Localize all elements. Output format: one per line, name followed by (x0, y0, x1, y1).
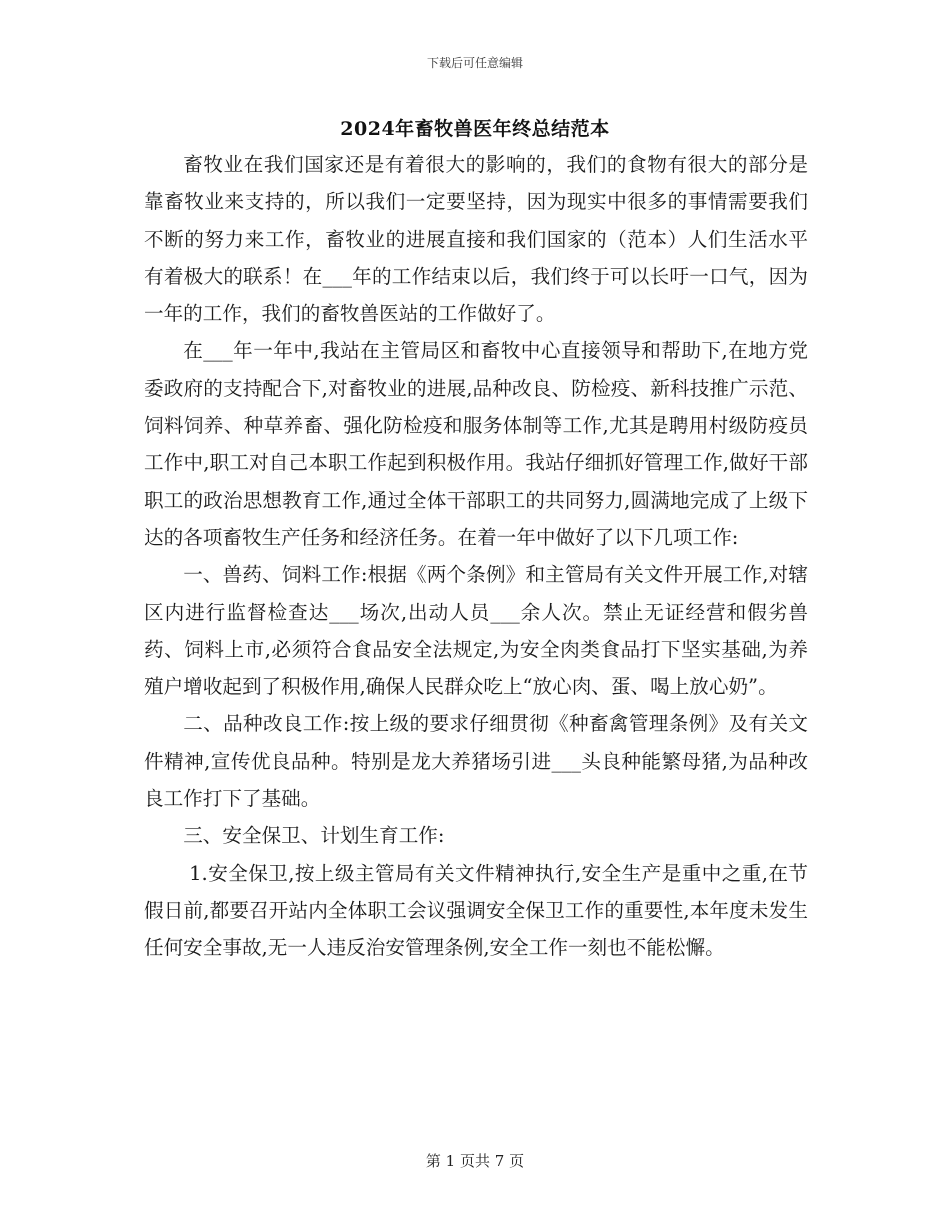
header-note: 下载后可任意编辑 (426, 56, 523, 70)
paragraph-veterinary-feed: 一、兽药、饲料工作:根据《两个条例》和主管局有关文件开展工作,对辖区内进行监督检查达___场次,出动人员___余人次。禁止无证经营和假劣兽药、饲料上市,必须符合食品安全法规定,为安全肉类食品打下坚实基础,为养殖户增收起到了积极作用,确保人民群众吃上“放心肉、蛋、喝上放心奶”。 (144, 563, 808, 699)
document-title: 2024年畜牧兽医年终总结范本 (340, 118, 610, 140)
paragraph-safety-detail: 1.安全保卫,按上级主管局有关文件精神执行,安全生产是重中之重,在节假日前,都要召开站内全体职工会议强调安全保卫工作的重要性,本年度未发生任何安全事故,无一人违反治安管理条例,安全工作一刻也不能松懈。 (144, 861, 808, 960)
paragraph-safety-heading: 三、安全保卫、计划生育工作: (183, 824, 445, 848)
paragraph-overview: 在___年一年中,我站在主管局区和畜牧中心直接领导和帮助下,在地方党委政府的支持配合下,对畜牧业的进展,品种改良、防检疫、新科技推广示范、饲料饲养、种草养畜、强化防检疫和服务体制等工作,尤其是聘用村级防疫员工作中,职工对自己本职工作起到积极作用。我站仔细抓好管理工作,做好干部职工的政治思想教育工作,通过全体干部职工的共同努力,圆满地完成了上级下达的各项畜牧生产任务和经济任务。在着一年中做好了以下几项工作: (144, 339, 808, 549)
paragraph-breed-improvement: 二、品种改良工作:按上级的要求仔细贯彻《种畜禽管理条例》及有关文件精神,宣传优良品种。特别是龙大养猪场引进___头良种能繁母猪,为品种改良工作打下了基础。 (144, 712, 808, 811)
document-body (144, 146, 808, 967)
page-footer: 第 1 页共 7 页 (425, 1152, 525, 1170)
paragraph-intro: 畜牧业在我们国家还是有着很大的影响的，我们的食物有很大的部分是靠畜牧业来支持的，所以我们一定要坚持，因为现实中很多的事情需要我们不断的努力来工作，畜牧业的进展直接和我们国家的（范本）人们生活水平有着极大的联系！在___年的工作结束以后，我们终于可以长吁一口气，因为一年的工作，我们的畜牧兽医站的工作做好了。 (144, 153, 808, 326)
